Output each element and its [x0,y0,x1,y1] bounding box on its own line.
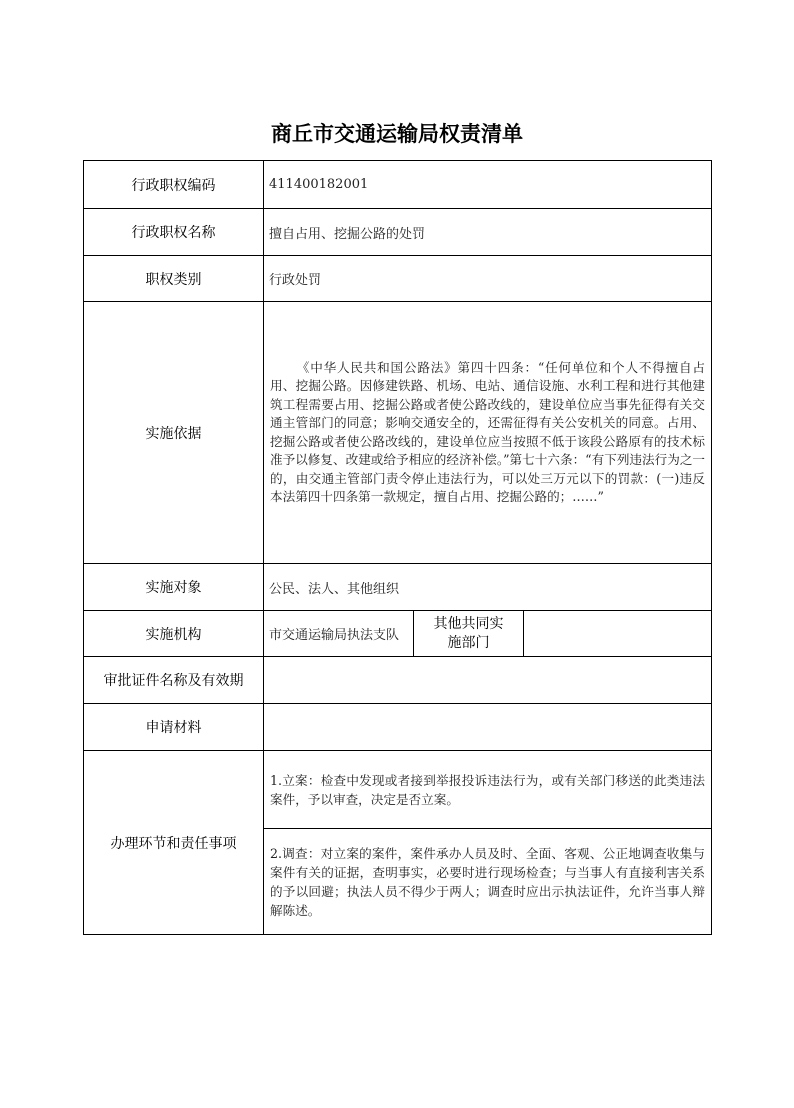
other-agency-value [524,611,712,657]
agency-label: 实施机构 [84,611,264,657]
row-category [84,256,712,302]
license-label: 审批证件名称及有效期 [84,657,264,704]
basis-cell [264,302,712,564]
license-value [264,657,712,704]
agency-value: 市交通运输局执法支队 [264,611,414,657]
other-agency-label: 其他共同实施部门 [414,611,524,657]
page-title: 商丘市交通运输局权责清单 [271,122,523,146]
target-value: 公民、法人、其他组织 [264,564,712,611]
name-label: 行政职权名称 [84,209,264,256]
category-value: 行政处罚 [264,256,712,302]
row-process-step1 [84,751,712,829]
row-target [84,564,712,611]
row-agency [84,611,712,657]
process-label: 办理环节和责任事项 [84,751,264,935]
row-license [84,657,712,704]
responsibility-table [83,160,712,935]
materials-label: 申请材料 [84,704,264,751]
name-value: 擅自占用、挖掘公路的处罚 [264,209,712,256]
process-step2: 2.调查：对立案的案件，案件承办人员及时、全面、客观、公正地调查收集与案件有关的证据，查明事实，必要时进行现场检查；与当事人有直接利害关系的予以回避；执法人员不得少于两人；调查时应出示执法证件，允许当事人辩解陈述。 [264,829,712,935]
target-label: 实施对象 [84,564,264,611]
row-code [84,161,712,209]
row-materials [84,704,712,751]
process-step1: 1.立案：检查中发现或者接到举报投诉违法行为，或有关部门移送的此类违法案件，予以审查，决定是否立案。 [264,751,712,829]
basis-value: 《中华人民共和国公路法》第四十四条：“任何单位和个人不得擅自占用、挖掘公路。因修建铁路、机场、电站、通信设施、水利工程和进行其他建筑工程需要占用、挖掘公路或者使公路改线的，建设单位应当事先征得有关交通主管部门的同意；影响交通安全的，还需征得有关公安机关的同意。占用、挖掘公路或者使公路改线的，建设单位应当按照不低于该段公路原有的技术标准予以修复、改建或给予相应的经济补偿。”第七十六条：“有下列违法行为之一的，由交通主管部门责令停止违法行为，可以处三万元以下的罚款：(一)违反本法第四十四条第一款规定，擅自占用、挖掘公路的；……” [270,359,706,504]
code-label: 行政职权编码 [84,161,264,209]
row-basis [84,302,712,564]
category-label: 职权类别 [84,256,264,302]
materials-value [264,704,712,751]
basis-label: 实施依据 [84,302,264,564]
row-name [84,209,712,256]
code-value: 411400182001 [264,161,712,209]
